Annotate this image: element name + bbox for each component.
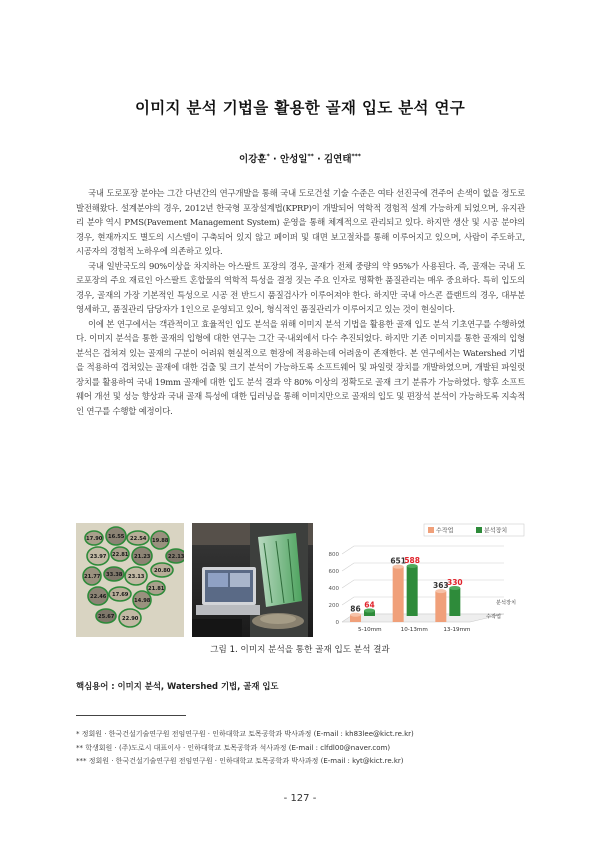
legend-label: 수작업 — [436, 527, 454, 535]
bar-manual — [435, 591, 446, 622]
particle-size-label: 21.23 — [134, 554, 151, 560]
page-number: - 127 - — [283, 793, 317, 804]
footnote-divider — [76, 715, 186, 716]
bar-device — [407, 566, 418, 616]
legend-label: 분석장치 — [484, 527, 508, 535]
footnote-3: *** 정회원 · 한국건설기술연구원 전임연구원 · 인하대학교 토목공학과 박사과정 (E-mail : kyt@kict.re.kr) — [76, 757, 404, 765]
depth-axis-label: 수작업 — [486, 614, 502, 620]
particle-size-label: 14.98 — [134, 598, 151, 604]
y-tick-label: 400 — [328, 586, 339, 592]
bar-value-label: 64 — [364, 600, 375, 610]
particle-size-label: 25.67 — [98, 614, 115, 620]
bar-value-label: 588 — [404, 556, 420, 566]
author-3: 김연태 — [324, 154, 352, 165]
gridline — [342, 577, 504, 591]
aggregate-photo-image — [76, 523, 184, 637]
chart-svg — [320, 520, 528, 644]
particle-size-label: 22.13 — [168, 554, 184, 560]
author-1: 이강훈 — [239, 154, 267, 165]
author-3-mark: *** — [351, 152, 361, 160]
particle-size-label: 22.46 — [90, 594, 107, 600]
particle-size-label: 21.77 — [84, 574, 101, 580]
bar-device — [449, 588, 460, 616]
gridline — [342, 563, 504, 571]
bar-value-label: 330 — [447, 577, 463, 587]
depth-axis-label: 분석장치 — [496, 600, 517, 606]
gradation-bar-chart — [320, 520, 528, 644]
author-line — [0, 151, 600, 165]
particle-size-label: 19.88 — [152, 538, 169, 544]
legend-swatch — [476, 527, 482, 533]
particle-size-label: 22.81 — [112, 552, 129, 558]
particle-size-label: 23.13 — [128, 574, 145, 580]
author-1-mark: * — [266, 152, 270, 160]
author-separator: · — [313, 154, 324, 165]
aggregate-photo — [76, 523, 184, 637]
bar-value-label: 651 — [390, 556, 406, 566]
legend-swatch — [428, 527, 434, 533]
x-tick-label: 13-19mm — [443, 627, 471, 633]
bar-value-label: 363 — [433, 581, 449, 591]
bar-value-label: 86 — [350, 604, 361, 614]
x-tick-label: 10-13mm — [400, 627, 428, 633]
paragraph-3: 이에 본 연구에서는 객관적이고 효율적인 입도 분석을 위해 이미지 분석 기법을 활용한 골재 입도 분석 기초연구를 수행하였다. 이미지 분석을 통한 골재의 입형에 대한 연구는 그간 국·내외에서 다수 추진되었다. 하지만 기존 이미지를 통한 골재의 입형 분석은 겹쳐져 있는 골재의 구분이 어려워 현실적으로 현장에 적용하는데 어려움이 존재한다. 본 연구에서는 Watershed 기법을 적용하여 겹쳐있는 골재에 대한 검출 및 크기 분석이 가능하도록 소프트웨어 및 파일럿 장치를 개발하였으며, 개발된 파일럿 장치를 활용하여 국내 19mm 골재에 대한 입도 분석 결과 약 80% 이상의 정확도로 골재 크기 분류가 가능하였다. 향후 소프트웨어 개선 및 성능 향상과 국내 골재 특성에 대한 딥러닝을 통해 이미지만으로 골재의 입도 및 편장석 분석이 가능하도록 지속적인 연구를 수행할 예정이다. — [76, 318, 525, 416]
particle-size-label: 17.69 — [112, 592, 129, 598]
abstract-body — [76, 186, 525, 418]
author-separator: · — [269, 154, 280, 165]
y-tick-label: 800 — [328, 552, 339, 558]
keywords: 핵심용어 : 이미지 분석, Watershed 기법, 골재 입도 — [76, 681, 279, 691]
particle-size-label: 17.90 — [86, 536, 103, 542]
particle-size-label: 21.81 — [148, 586, 165, 592]
y-tick-label: 200 — [328, 603, 339, 609]
particle-size-label: 22.90 — [122, 616, 139, 622]
particle-size-label: 20.80 — [154, 568, 171, 574]
author-2-mark: ** — [307, 152, 314, 160]
particle-size-label: 16.55 — [108, 534, 125, 540]
footnote-2: ** 학생회원 · (주)도로시 대표이사 · 인하대학교 토목공학과 석사과정 (E-mail : clfdl00@naver.com) — [76, 743, 391, 752]
footnote-1: * 정회원 · 한국건설기술연구원 전임연구원 · 인하대학교 토목공학과 박사과정 (E-mail : kh83lee@kict.re.kr) — [76, 730, 414, 738]
figure-caption: 그림 1. 이미지 분석을 통한 골재 입도 분석 결과 — [210, 645, 390, 655]
pilot-device-photo — [192, 523, 313, 637]
particle-size-label: 22.54 — [130, 536, 147, 542]
y-tick-label: 600 — [328, 569, 339, 575]
x-tick-label: 5-10mm — [358, 627, 382, 633]
pilot-device-image — [192, 523, 313, 637]
particle-size-label: 23.97 — [90, 554, 107, 560]
paragraph-2: 국내 일반국도의 90%이상을 차지하는 아스팔트 포장의 경우, 골재가 전체 중량의 약 95%가 사용된다. 즉, 골재는 국내 도로포장의 주요 재료인 아스팔트 혼합물의 역학적 특성을 결정 짓는 주요 인자로 명확한 품질관리는 매우 중요하다. 특히 입도의 경우, 골재의 가장 기본적인 특성으로 시공 전 반드시 품질검사가 이루어져야 한다. 하지만 국내 아스콘 플랜트의 경우, 대부분 영세하고, 품질관리 담당자가 1인으로 운영되고 있어, 형식적인 품질관리가 이루어지고 있는 것이 현실이다. — [76, 260, 525, 314]
particle-size-label: 33.38 — [106, 572, 123, 578]
y-tick-label: 0 — [335, 620, 339, 626]
footnotes — [76, 728, 536, 769]
bar-manual — [393, 567, 404, 622]
paragraph-1: 국내 도로포장 분야는 그간 다년간의 연구개발을 통해 국내 도로건설 기술 수준은 여타 선진국에 견주어 손색이 없을 정도로 발전해왔다. 설계분야의 경우, 2012년 한국형 포장설계법(KPRP)이 개발되어 역학적 경험적 설계 가능하게 되었으며, 유지관리 분야 역시 PMS(Pavement Management System) 운영을 통해 체계적으로 관리되고 있다. 하지만 생산 및 시공 분야의 경우, 현재까지도 별도의 시스템이 구축되어 있지 않고 페이퍼 및 대면 보고절차를 통해 이루어지고 있으며, 사람이 주도하고, 시공자의 경험적 노하우에 의존하고 있다. — [76, 188, 525, 256]
paper-title: 이미지 분석 기법을 활용한 골재 입도 분석 연구 — [134, 99, 466, 117]
author-2: 안성일 — [279, 154, 308, 165]
gridline — [342, 546, 504, 554]
